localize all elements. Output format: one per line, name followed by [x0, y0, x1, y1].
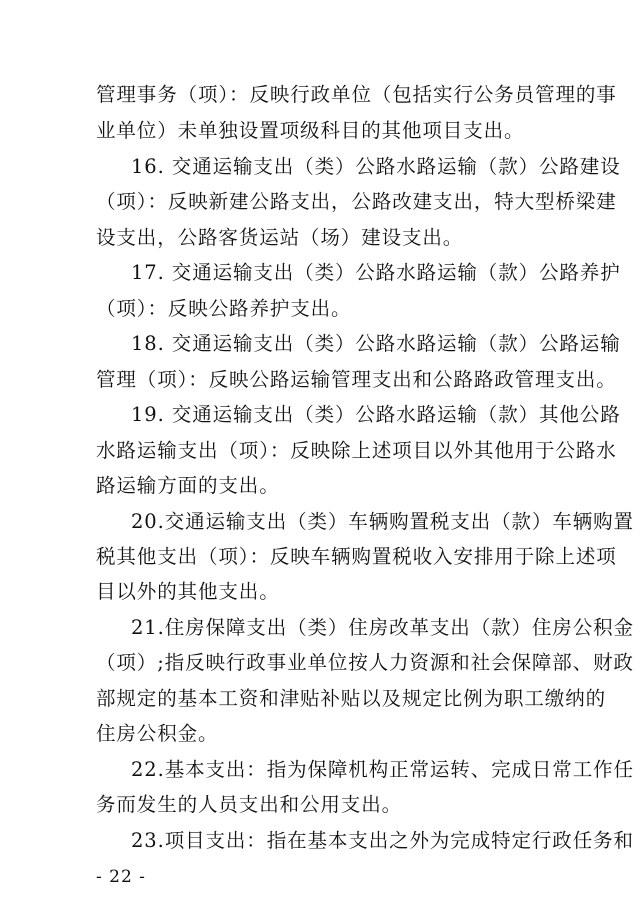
text-line: （项）：反映公路养护支出。 [96, 297, 352, 320]
text-line: 住房公积金。 [96, 722, 219, 745]
text-line: 21.住房保障支出（类）住房改革支出（款）住房公积金 [131, 616, 634, 639]
text-line: 管理事务（项）：反映行政单位（包括实行公务员管理的事 [96, 83, 617, 106]
text-line: 设支出，公路客货运站（场）建设支出。 [96, 226, 464, 249]
page-number: - 22 - [96, 867, 146, 887]
text-line: 业单位）未单独设置项级科目的其他项目支出。 [96, 119, 525, 142]
text-line: 务而发生的人员支出和公用支出。 [96, 793, 403, 816]
text-line: 16. 交通运输支出（类）公路水路运输（款）公路建设 [131, 155, 621, 178]
text-line: 目以外的其他支出。 [96, 580, 280, 603]
text-line: 22.基本支出：指为保障机构正常运转、完成日常工作任 [131, 758, 634, 781]
text-line: 18. 交通运输支出（类）公路水路运输（款）公路运输 [131, 332, 621, 355]
text-line: （项）;指反映行政事业单位按人力资源和社会保障部、财政 [96, 651, 634, 674]
text-line: 水路运输支出（项）：反映除上述项目以外其他用于公路水 [96, 439, 617, 462]
text-line: 19. 交通运输支出（类）公路水路运输（款）其他公路 [131, 403, 621, 426]
text-line: 路运输方面的支出。 [96, 474, 280, 497]
text-line: 17. 交通运输支出（类）公路水路运输（款）公路养护 [131, 261, 621, 284]
text-line: （项）：反映新建公路支出，公路改建支出，特大型桥梁建 [96, 190, 617, 213]
text-line: 20.交通运输支出（类）车辆购置税支出（款）车辆购置 [131, 510, 634, 533]
text-line: 部规定的基本工资和津贴补贴以及规定比例为职工缴纳的 [96, 687, 607, 710]
text-line: 税其他支出（项）：反映车辆购置税收入安排用于除上述项 [96, 545, 617, 568]
text-line: 23.项目支出：指在基本支出之外为完成特定行政任务和 [131, 829, 634, 852]
text-line: 管理（项）：反映公路运输管理支出和公路路政管理支出。 [96, 368, 617, 391]
